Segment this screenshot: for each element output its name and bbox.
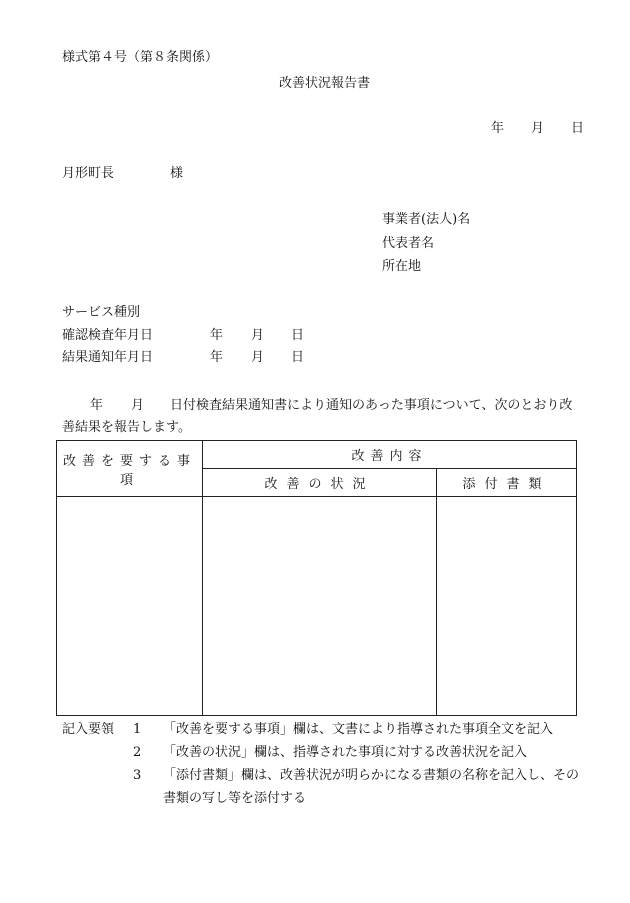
cell-documents[interactable] [437,497,577,716]
page-title: 改善状況報告書 [279,76,371,91]
inspection-month: 月 [251,328,265,343]
note-item [133,745,527,761]
date-year: 年 [491,121,505,136]
address-label: 所在地 [382,259,422,274]
notice-date-label: 結果通知年月日 [62,350,154,365]
inspection-day: 日 [291,328,305,343]
notice-month: 月 [251,350,265,365]
note-item [133,768,579,784]
note-text: 「改善を要する事項」欄は、文書により指導された事項全文を記入 [163,722,554,737]
body-line1: 日付検査結果通知書により通知のあった事項について、次のとおり改 [170,398,573,413]
cell-required[interactable] [57,497,203,716]
date-day: 日 [571,121,585,136]
note-number: 3 [133,768,142,783]
service-type-label: サービス種別 [62,305,141,320]
addressee-name: 月形町長 [62,166,115,181]
inspection-date-label: 確認検査年月日 [62,328,154,343]
note-number: 1 [133,722,142,737]
col-header-required: 改善を要する事項 [57,441,203,497]
col-header-status: 改善の状況 [203,469,437,497]
notice-day: 日 [291,350,305,365]
note-number: 2 [133,745,142,760]
cell-status[interactable] [203,497,437,716]
notes-label: 記入要領 [62,722,115,737]
improvement-table [56,440,577,716]
note-text-continued: 書類の写し等を添付する [163,791,307,806]
addressee-honorific: 様 [170,166,184,181]
note-text: 「添付書類」欄は、改善状況が明らかになる書類の名称を記入し、その [163,768,580,783]
note-text: 「改善の状況」欄は、指導された事項に対する改善状況を記入 [163,745,528,760]
business-name-label: 事業者(法人)名 [382,212,471,227]
form-number: 様式第４号（第８条関係） [62,50,219,65]
body-year: 年 [90,398,104,413]
body-month: 月 [131,398,145,413]
col-header-documents: 添付書類 [437,469,577,497]
body-line2: 善結果を報告します。 [62,420,191,435]
notice-year: 年 [210,350,224,365]
inspection-year: 年 [210,328,224,343]
group-header-contents: 改善内容 [203,441,577,469]
note-item [133,722,553,738]
date-month: 月 [531,121,545,136]
representative-label: 代表者名 [382,236,435,251]
